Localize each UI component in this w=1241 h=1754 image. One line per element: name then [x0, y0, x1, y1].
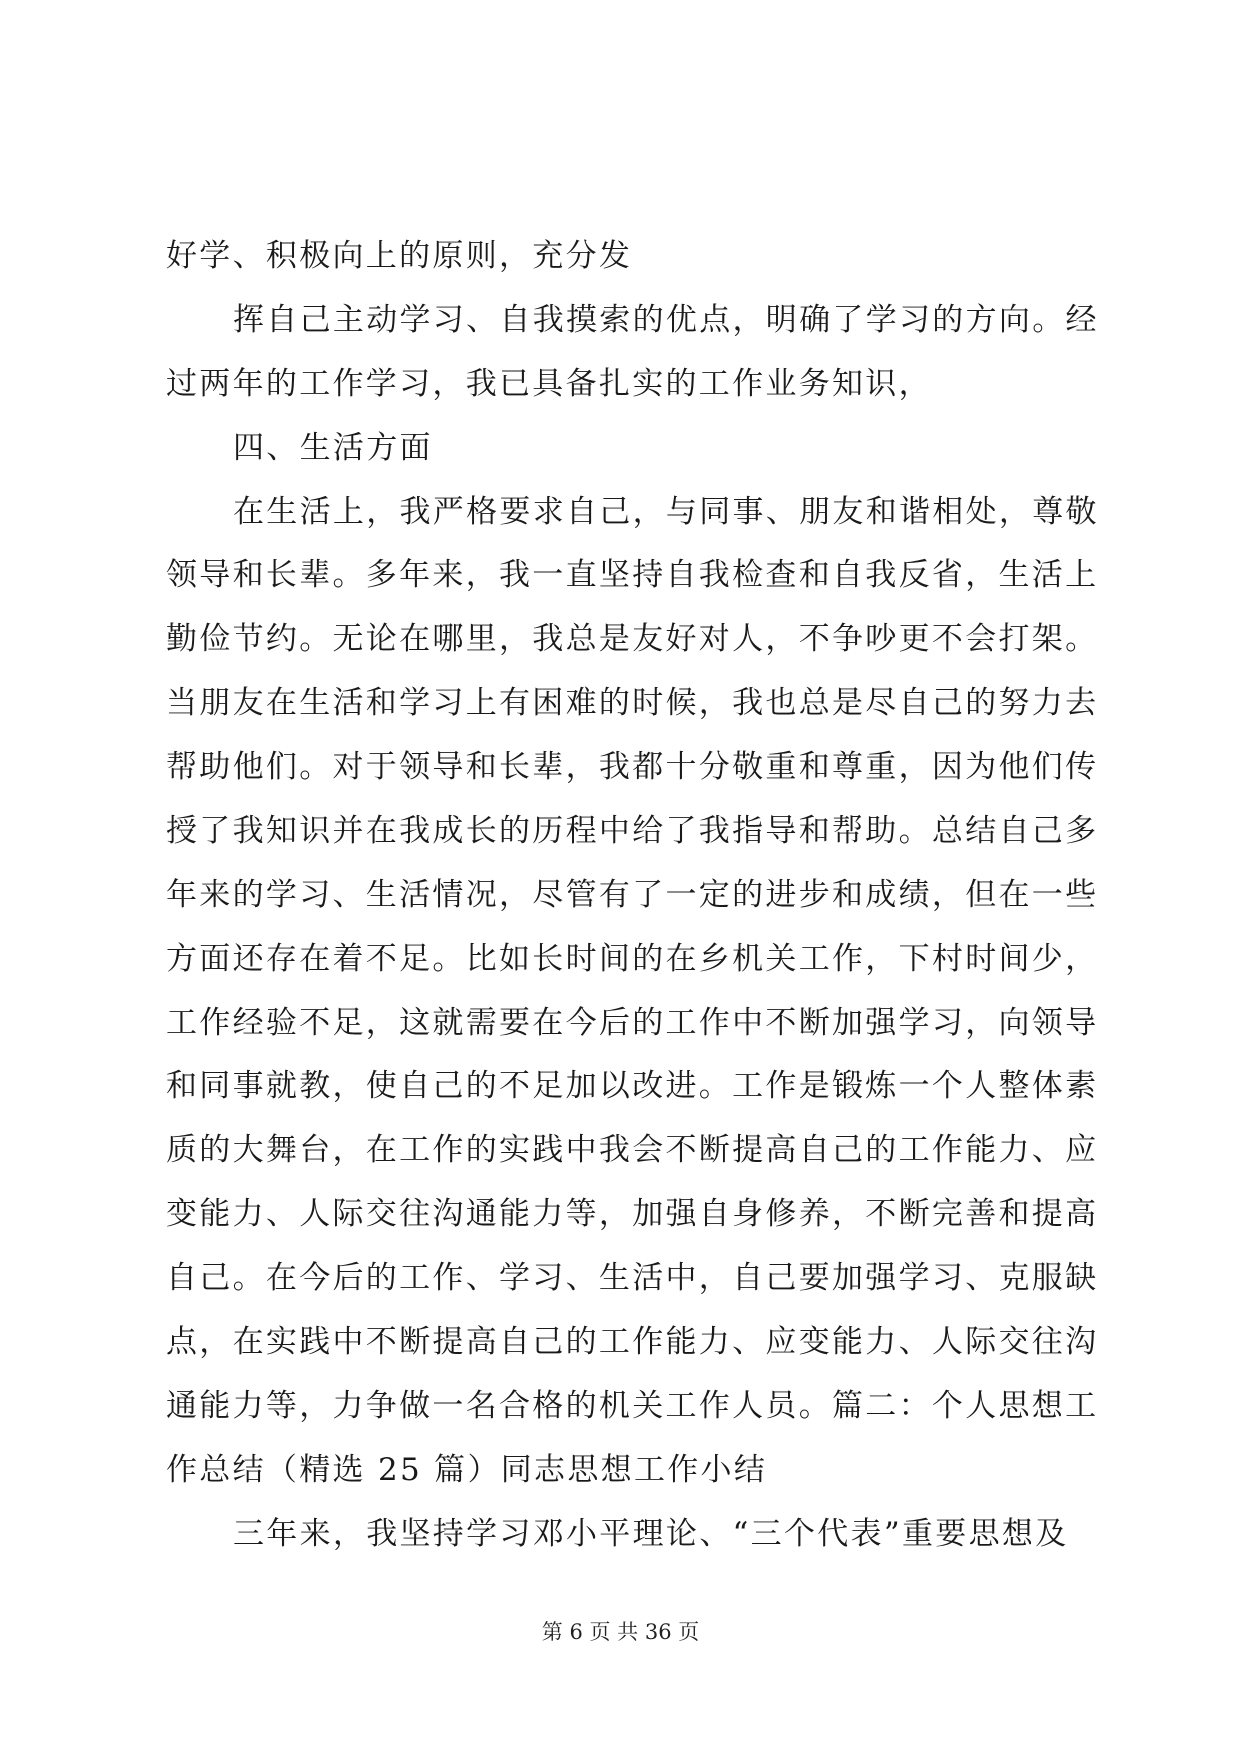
text-line: 自己。在今后的工作、学习、生活中，自己要加强学习、克服缺 — [166, 1260, 1099, 1296]
text-line: 挥自己主动学习、自我摸索的优点，明确了学习的方向。经 — [233, 302, 1099, 338]
text-line: 年来的学习、生活情况，尽管有了一定的进步和成绩，但在一些 — [166, 877, 1099, 913]
text-line: 勤俭节约。无论在哪里，我总是友好对人，不争吵更不会打架。 — [166, 621, 1099, 657]
text-line: 通能力等，力争做一名合格的机关工作人员。篇二：个人思想工 — [166, 1388, 1099, 1424]
section-heading: 四、生活方面 — [233, 430, 433, 466]
text-line: 三年来，我坚持学习邓小平理论、“三个代表”重要思想及 — [233, 1516, 1069, 1552]
text-line: 点，在实践中不断提高自己的工作能力、应变能力、人际交往沟 — [166, 1324, 1099, 1360]
text-line: 在生活上，我严格要求自己，与同事、朋友和谐相处，尊敬 — [233, 494, 1099, 530]
text-line: 变能力、人际交往沟通能力等，加强自身修养，不断完善和提高 — [166, 1196, 1099, 1232]
text-line: 帮助他们。对于领导和长辈，我都十分敬重和尊重，因为他们传 — [166, 749, 1099, 785]
text-line: 好学、积极向上的原则，充分发 — [166, 238, 633, 274]
text-line: 过两年的工作学习，我已具备扎实的工作业务知识， — [166, 366, 932, 402]
text-line: 当朋友在生活和学习上有困难的时候，我也总是尽自己的努力去 — [166, 685, 1099, 721]
text-line: 领导和长辈。多年来，我一直坚持自我检查和自我反省，生活上 — [166, 557, 1099, 593]
text-line: 授了我知识并在我成长的历程中给了我指导和帮助。总结自己多 — [166, 813, 1099, 849]
text-line: 质的大舞台，在工作的实践中我会不断提高自己的工作能力、应 — [166, 1132, 1099, 1168]
text-line: 方面还存在着不足。比如长时间的在乡机关工作，下村时间少， — [166, 941, 1099, 977]
text-line: 工作经验不足，这就需要在今后的工作中不断加强学习，向领导 — [166, 1005, 1099, 1041]
text-line: 和同事就教，使自己的不足加以改进。工作是锻炼一个人整体素 — [166, 1068, 1099, 1104]
page-number-footer: 第 6 页 共 36 页 — [541, 1620, 700, 1644]
text-line: 作总结（精选 25 篇）同志思想工作小结 — [166, 1452, 768, 1488]
